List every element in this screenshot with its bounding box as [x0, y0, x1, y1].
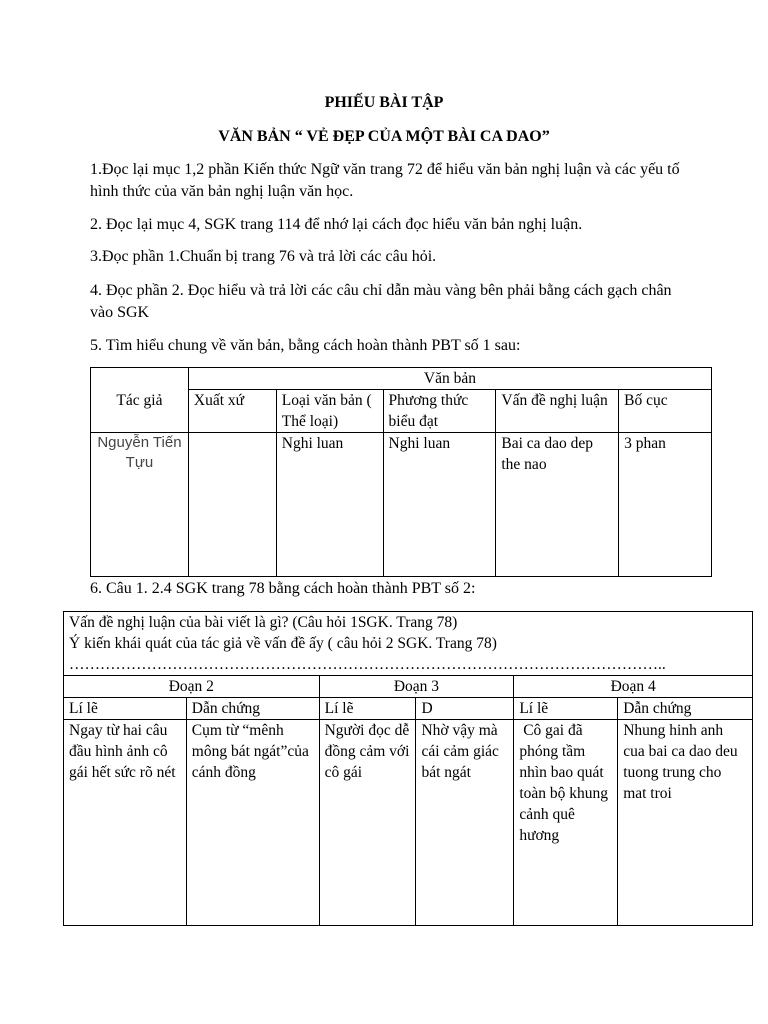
- author-name: Nguyễn Tiến Tựu: [97, 434, 182, 471]
- cell-doan4-li-le[interactable]: Cô gai đã phóng tầm nhìn bao quát toàn bộ khung cảnh quê hương: [514, 720, 618, 926]
- question-2: Ý kiến khái quát của tác giả về vấn đề ấy ( câu hỏi 2 SGK. Trang 78): [69, 635, 497, 652]
- sub-header-d-3: D: [416, 698, 514, 720]
- header-doan-3: Đoạn 3: [319, 676, 514, 698]
- instruction-1: 1.Đọc lại mục 1,2 phần Kiến thức Ngữ văn trang 72 để hiểu văn bản nghị luận và các yếu tố hình thức của văn bản nghị luận văn học.: [90, 161, 680, 200]
- instruction-2: 2. Đọc lại mục 4, SGK trang 114 để nhớ lại cách đọc hiểu văn bản nghị luận.: [90, 216, 583, 233]
- cell-van-de[interactable]: Bai ca dao dep the nao: [496, 433, 619, 577]
- cell-doan4-dan-chung[interactable]: Nhung hinh anh cua bai ca dao deu tuong trung cho mat troi: [618, 720, 753, 926]
- cell-bo-cuc[interactable]: 3 phan: [619, 433, 712, 577]
- header-doan-4: Đoạn 4: [514, 676, 753, 698]
- question-1: Vấn đề nghị luận của bài viết là gì? (Câu hỏi 1SGK. Trang 78): [69, 614, 458, 631]
- text-title: VĂN BẢN “ VẺ ĐẸP CỦA MỘT BÀI CA DAO”: [218, 128, 550, 145]
- question-block[interactable]: [64, 612, 753, 676]
- sub-header-li-le-4: Lí lẽ: [514, 698, 618, 720]
- header-van-de: Vấn đề nghị luận: [496, 390, 619, 433]
- cell-xuat-xu[interactable]: [188, 433, 276, 577]
- worksheet-table-2: [63, 611, 753, 926]
- instruction-6: 6. Câu 1. 2.4 SGK trang 78 bằng cách hoàn thành PBT số 2:: [90, 580, 476, 597]
- cell-doan3-d[interactable]: Nhờ vậy mà cái cảm giác bát ngát: [416, 720, 514, 926]
- worksheet-table-1: [90, 367, 712, 577]
- header-phuong-thuc: Phương thức biểu đạt: [383, 390, 496, 433]
- worksheet-title: PHIẾU BÀI TẬP: [324, 94, 444, 111]
- cell-doan3-li-le[interactable]: Người đọc dễ đồng cảm với cô gái: [319, 720, 416, 926]
- cell-loai-van-ban[interactable]: Nghi luan: [276, 433, 383, 577]
- sub-header-dan-chung-2: Dẫn chứng: [186, 698, 319, 720]
- cell-tac-gia[interactable]: [91, 433, 189, 577]
- header-van-ban: Văn bản: [188, 368, 711, 390]
- cell-doan2-li-le[interactable]: Ngay từ hai câu đầu hình ảnh cô gái hết sức rõ nét: [64, 720, 187, 926]
- answer-dots: ……………………………………………………………………………………………………..: [69, 656, 666, 673]
- header-tac-gia: Tác giả: [91, 368, 189, 433]
- cell-doan2-dan-chung[interactable]: Cụm từ “mênh mông bát ngát”của cánh đồng: [186, 720, 319, 926]
- header-xuat-xu: Xuất xứ: [188, 390, 276, 433]
- instruction-4: 4. Đọc phần 2. Đọc hiểu và trả lời các câu chỉ dẫn màu vàng bên phải bằng cách gạch chân vào SGK: [90, 282, 672, 321]
- instruction-5: 5. Tìm hiểu chung về văn bản, bằng cách hoàn thành PBT số 1 sau:: [90, 337, 521, 354]
- header-loai-van-ban: Loại văn bản ( Thể loại): [276, 390, 383, 433]
- header-bo-cuc: Bố cục: [619, 390, 712, 433]
- sub-header-li-le-2: Lí lẽ: [64, 698, 187, 720]
- instruction-3: 3.Đọc phần 1.Chuẩn bị trang 76 và trả lời các câu hỏi.: [90, 248, 437, 265]
- header-doan-2: Đoạn 2: [64, 676, 320, 698]
- sub-header-li-le-3: Lí lẽ: [319, 698, 416, 720]
- cell-phuong-thuc[interactable]: Nghi luan: [383, 433, 496, 577]
- sub-header-dan-chung-4: Dẫn chứng: [618, 698, 753, 720]
